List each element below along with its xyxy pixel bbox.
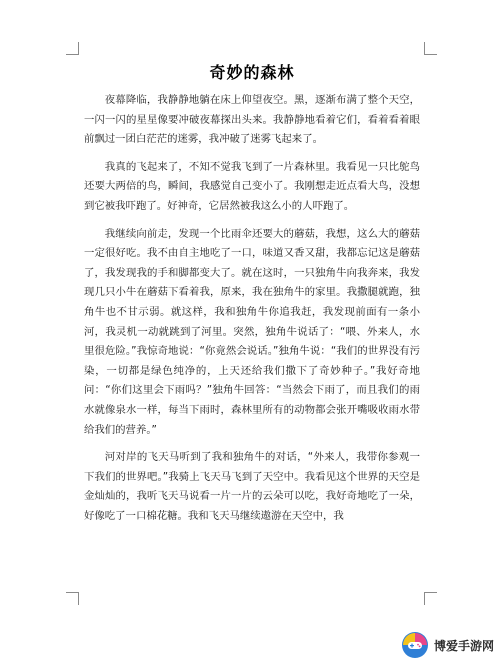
watermark-logo <box>400 630 494 660</box>
game-controller-icon <box>400 630 430 660</box>
paragraph-3: 我继续向前走，发现一个比雨伞还要大的蘑菇，我想，这么大的蘑菇一定很好吃。我不由自主地吃了一口，味道又香又甜，我都忘记这是蘑菇了，我发现我的手和脚都变大了。就在这时，一只独角牛向我奔来，我发现几只小牛在蘑菇下看着我，原来，我在独角牛的家里。我撒腿就跑，独角牛也不甘示弱。就这样，我和独角牛你追我赶，我发现前面有一条小河，我灵机一动就跳到了河里。突然，独角牛说话了：“喂、外来人，水里很危险。”我惊奇地说：“你竟然会说话。”独角牛说：“我们的世界没有污染，一切都是绿色纯净的，上天还给我们撒下了奇妙种子。”我好奇地问：“你们这里会下雨吗？”独角牛回答：“当然会下雨了，而且我们的雨水就像泉水一样，每当下雨时，森林里所有的动物都会张开嘴吸收雨水带给我们的营养。” <box>84 227 420 436</box>
crop-mark-top-left <box>66 42 79 55</box>
crop-mark-top-right <box>424 42 437 55</box>
watermark-text: 博爱手游网 <box>433 638 494 653</box>
crop-mark-bottom-left <box>66 592 79 605</box>
crop-mark-bottom-right <box>424 592 437 605</box>
document-title: 奇妙的森林 <box>209 63 295 82</box>
paragraph-2: 我真的飞起来了，不知不觉我飞到了一片森林里。我看见一只比鸵鸟还要大两倍的鸟，瞬间，我感觉自己变小了。我刚想走近点看大鸟，没想到它被我吓跑了。好神奇，它居然被我这么小的人吓跑了。 <box>84 160 420 212</box>
paragraph-4: 河对岸的飞天马听到了我和独角牛的对话，“外来人，我带你参观一下我们的世界吧。”我骑上飞天马飞到了天空中。我看见这个世界的天空是金灿灿的，我听飞天马说看一片一片的云朵可以吃，我好奇地吃了一朵，好像吃了一口棉花糖。我和飞天马继续遨游在天空中，我 <box>84 451 420 522</box>
paragraph-1: 夜幕降临，我静静地躺在床上仰望夜空。黑，逐渐布满了整个天空，一闪一闪的星星像要冲破夜幕探出头来。我静静地看着它们，看着看着眼前飘过一团白茫茫的迷雾，我冲破了迷雾飞起来了。 <box>84 94 420 146</box>
document-body <box>84 60 420 526</box>
